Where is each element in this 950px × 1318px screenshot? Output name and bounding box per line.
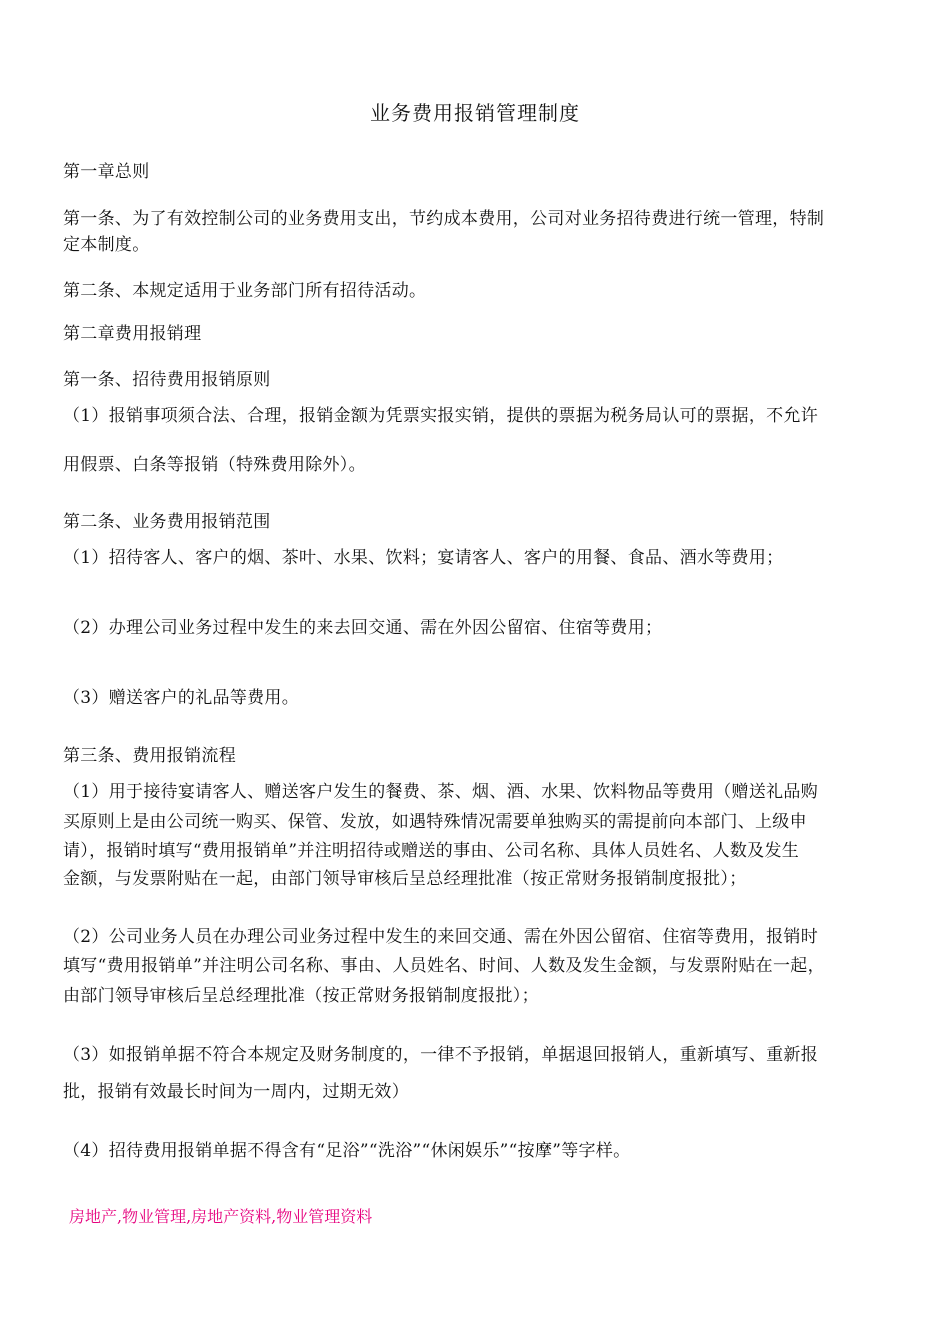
paragraph-line: 批，报销有效最长时间为一周内，过期无效） [63,1082,409,1102]
article-heading: 第二条、业务费用报销范围 [63,512,271,532]
paragraph-line: （1）招待客人、客户的烟、茶叶、水果、饮料；宴请客人、客户的用餐、食品、酒水等费用； [63,548,784,568]
paragraph-line: （2）办理公司业务过程中发生的来去回交通、需在外因公留宿、住宿等费用； [63,618,663,638]
chapter-2-heading: 第二章费用报销理 [63,324,202,344]
paragraph-line: 第一条、为了有效控制公司的业务费用支出，节约成本费用，公司对业务招待费进行统一管理，特制 [63,209,825,229]
paragraph-line: （2）公司业务人员在办理公司业务过程中发生的来回交通、需在外因公留宿、住宿等费用，报销时 [63,927,819,947]
watermark-text: 房地产,物业管理,房地产资料,物业管理资料 [69,1207,373,1226]
paragraph-line: （3）如报销单据不符合本规定及财务制度的，一律不予报销，单据退回报销人，重新填写、重新报 [63,1045,819,1065]
chapter-1-heading: 第一章总则 [63,162,150,182]
paragraph-line: 用假票、白条等报销（特殊费用除外）。 [63,455,366,475]
paragraph-line: （4）招待费用报销单据不得含有“足浴”“洗浴”“休闲娱乐”“按摩”等字样。 [63,1141,631,1161]
paragraph-line: 金额，与发票附贴在一起，由部门领导审核后呈总经理批准（按正常财务报销制度报批）； [63,869,747,889]
paragraph-line: 定本制度。 [63,235,150,255]
paragraph-line: 填写“费用报销单”并注明公司名称、事由、人员姓名、时间、人数及发生金额，与发票附贴在一起， [63,956,825,976]
paragraph-line: （1）用于接待宴请客人、赠送客户发生的餐费、茶、烟、酒、水果、饮料物品等费用（赠送礼品购 [63,782,819,802]
paragraph-line: 请），报销时填写“费用报销单”并注明招待或赠送的事由、公司名称、具体人员姓名、人数及发生 [63,841,800,861]
paragraph-line: （3）赠送客户的礼品等费用。 [63,688,300,708]
article-heading: 第一条、招待费用报销原则 [63,370,271,390]
paragraph-line: （1）报销事项须合法、合理，报销金额为凭票实报实销，提供的票据为税务局认可的票据，不允许 [63,406,819,426]
paragraph-line: 第二条、本规定适用于业务部门所有招待活动。 [63,281,427,301]
document-title: 业务费用报销管理制度 [370,101,580,125]
paragraph-line: 由部门领导审核后呈总经理批准（按正常财务报销制度报批）； [63,986,539,1006]
article-heading: 第三条、费用报销流程 [63,746,236,766]
paragraph-line: 买原则上是由公司统一购买、保管、发放，如遇特殊情况需要单独购买的需提前向本部门、上级申 [63,812,807,832]
